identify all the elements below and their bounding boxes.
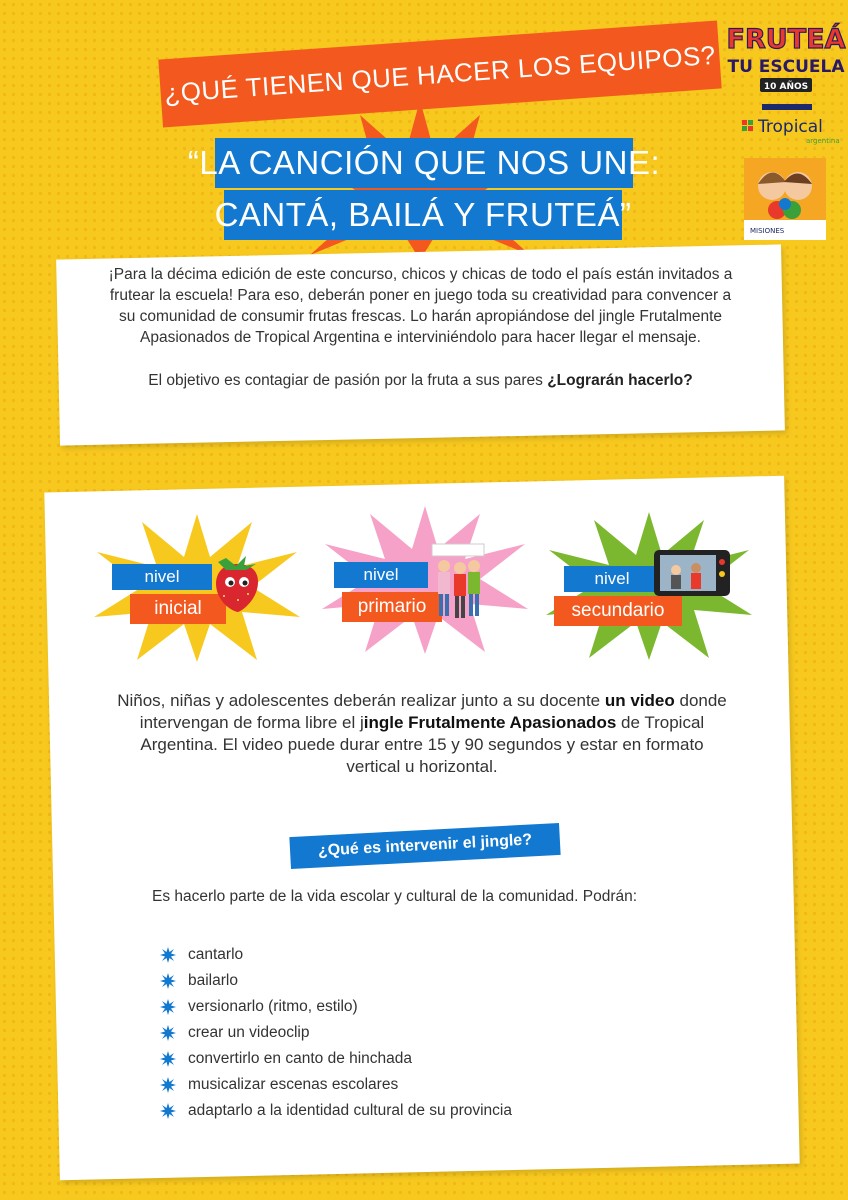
jingle-question-text: ¿Qué es intervenir el jingle? <box>317 831 533 860</box>
desc-bold-jingle: ingle Frutalmente Apasionados <box>363 713 617 732</box>
level-primario-top <box>334 562 428 588</box>
level-primario-bottom <box>342 592 442 622</box>
list-item <box>160 1046 512 1072</box>
title-line-2-text: CANTÁ, BAILÁ Y FRUTEÁ” <box>214 196 632 233</box>
level-secundario <box>544 510 754 660</box>
tropical-logo-text: Tropical <box>758 117 823 137</box>
list-item-text: versionarlo (ritmo, estilo) <box>188 998 358 1015</box>
blue-star-icon <box>160 947 176 963</box>
video-camera-icon <box>652 544 732 600</box>
level-inicial-top-text: nivel <box>144 567 180 586</box>
level-inicial-top <box>112 564 212 590</box>
blue-star-icon <box>160 1025 176 1041</box>
children-photo-icon <box>428 542 488 624</box>
desc-bold-video: un video <box>604 691 675 710</box>
list-item-text: musicalizar escenas escolares <box>188 1076 399 1093</box>
list-item-text: bailarlo <box>188 972 238 989</box>
list-item-text: crear un videoclip <box>188 1024 310 1041</box>
list-item-text: convertirlo en canto de hinchada <box>188 1050 413 1067</box>
tropical-logo <box>740 104 840 148</box>
jingle-question-label <box>289 823 560 869</box>
actions-list <box>160 942 512 1124</box>
goal-line <box>104 372 737 390</box>
blue-star-icon <box>160 1051 176 1067</box>
level-inicial <box>92 512 302 662</box>
desc-part-3: de Tropical Argentina. El video puede durar entre 15 y 90 segundos y estar en formato vertical u horizontal. <box>140 713 705 776</box>
frutea-logo <box>726 14 846 96</box>
level-secundario-bottom <box>554 596 682 626</box>
list-item-text: adaptarlo a la identidad cultural de su provincia <box>188 1102 512 1119</box>
tropical-logo-sub: argentina <box>806 137 840 145</box>
desc-part-1: Niños, niñas y adolescentes deberán realizar junto a su docente <box>117 691 605 710</box>
blue-star-icon <box>160 1077 176 1093</box>
desc-part-2: donde intervengan de forma libre el j <box>139 691 727 732</box>
main-card <box>44 476 799 1181</box>
list-item-text: cantarlo <box>188 946 244 963</box>
level-secundario-top <box>564 566 660 592</box>
level-primario-bottom-text: primario <box>357 596 427 617</box>
frutea-logo-word: FRUTEÁ <box>726 24 846 55</box>
blue-star-icon <box>160 999 176 1015</box>
title-line-1 <box>187 138 661 188</box>
intro-paragraph: ¡Para la décima edición de este concurso, chicos y chicas de todo el país están invitados a frutear la escuela! Para eso, deberán poner en juego toda su creatividad para convencer a su comunidad de consumir frutas frescas. Lo harán apropiándose del jingle Frutalmente Apasionados de Tropical Argentina e interviniéndolo para hacer llegar el mensaje. <box>108 266 733 346</box>
list-intro: Es hacerlo parte de la vida escolar y cultural de la comunidad. Podrán: <box>152 888 638 905</box>
blue-star-icon <box>160 973 176 989</box>
level-primario <box>320 504 530 654</box>
intro-card <box>56 244 785 445</box>
goal-question: ¿Lograrán hacerlo? <box>547 372 693 389</box>
frutea-logo-anios: 10 AÑOS <box>763 82 809 92</box>
video-description <box>112 690 732 778</box>
kids-app-logo <box>744 158 826 240</box>
question-banner-text: ¿QUÉ TIENEN QUE HACER LOS EQUIPOS? <box>163 39 717 108</box>
strawberry-icon <box>210 554 262 612</box>
level-secundario-bottom-text: secundario <box>571 600 665 621</box>
list-item <box>160 942 512 968</box>
kids-app-logo-text: MISIONES <box>750 227 785 235</box>
frutea-logo-escuela: TU ESCUELA <box>727 57 845 77</box>
list-item <box>160 994 512 1020</box>
list-item <box>160 1098 512 1124</box>
level-inicial-bottom-text: inicial <box>154 598 202 619</box>
list-item <box>160 1072 512 1098</box>
title-line-2 <box>214 190 632 240</box>
list-item <box>160 968 512 994</box>
blue-star-icon <box>160 1103 176 1119</box>
level-primario-top-text: nivel <box>363 565 399 584</box>
goal-text: El objetivo es contagiar de pasión por la fruta a sus pares <box>148 372 548 389</box>
title-line-1-text: “LA CANCIÓN QUE NOS UNE: <box>187 144 661 181</box>
level-secundario-top-text: nivel <box>594 569 630 588</box>
list-item <box>160 1020 512 1046</box>
